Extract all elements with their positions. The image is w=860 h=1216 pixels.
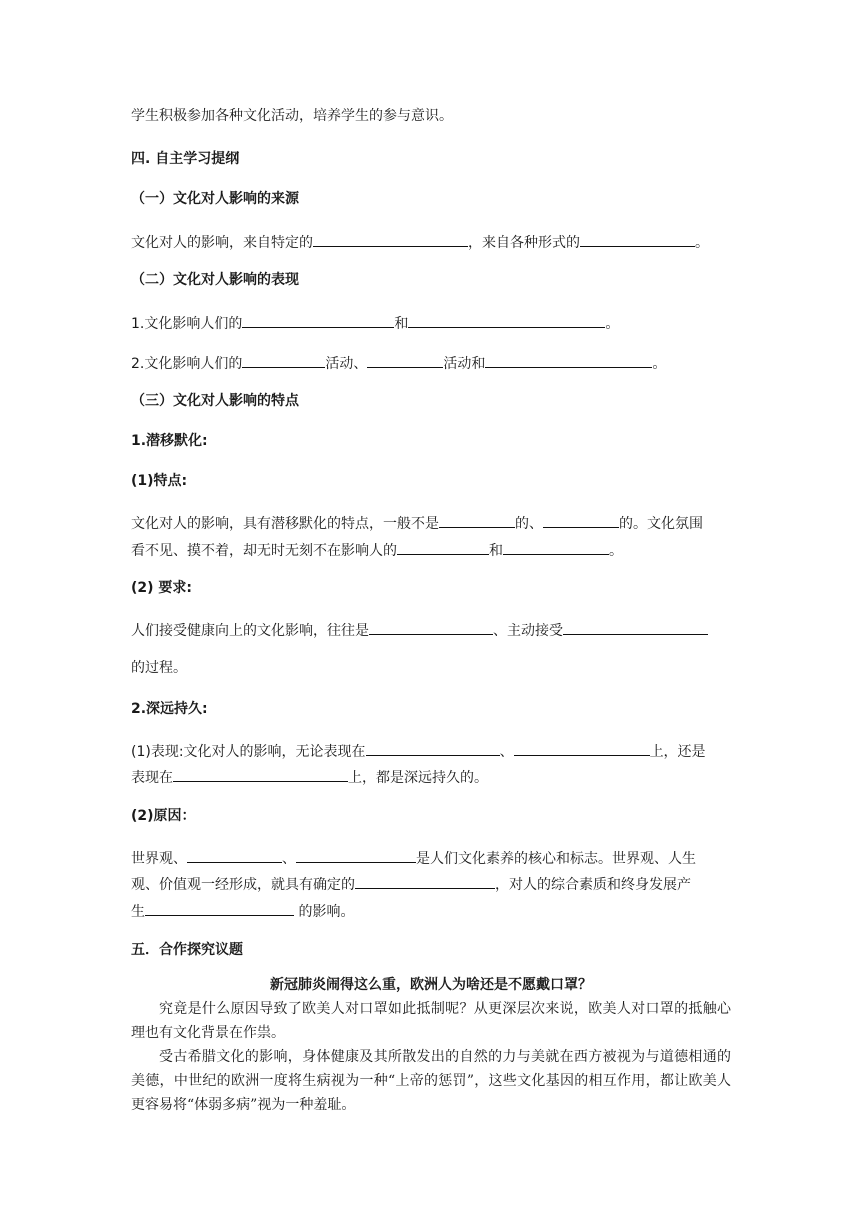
fill-line-requirement-1: 人们接受健康向上的文化影响，往往是 、主动接受 xyxy=(131,618,731,641)
subsection-3-heading: （三）文化对人影响的特点 xyxy=(131,393,299,409)
answer-blank[interactable] xyxy=(355,872,495,889)
fill-line-reason-1: 世界观、 、 是人们文化素养的核心和标志。世界观、人生 xyxy=(131,846,731,869)
answer-blank[interactable] xyxy=(397,538,489,555)
fill-line-expression-2: 2.文化影响人们的 活动、 活动和 。 xyxy=(131,351,731,374)
fill-line-expression-1: 1.文化影响人们的 和 。 xyxy=(131,311,731,334)
article-paragraph-2: 受古希腊文化的影响，身体健康及其所散发出的自然的力与美就在西方被视为与道德相通的美德，中世纪的欧洲一度将生病视为一种“上帝的惩罚”，这些文化基因的相互作用，都让欧美人更容易将“体弱多病”视为一种羞耻。 xyxy=(131,1049,731,1113)
answer-blank[interactable] xyxy=(439,511,515,528)
point-2-reason-label: (2)原因： xyxy=(131,808,196,824)
intro-text: 学生积极参加各种文化活动，培养学生的参与意识。 xyxy=(131,108,453,124)
answer-blank[interactable] xyxy=(514,739,650,756)
answer-blank[interactable] xyxy=(242,351,325,368)
answer-blank[interactable] xyxy=(408,311,605,328)
point-1-heading: 1.潜移默化: xyxy=(131,433,208,449)
fill-line-source: 文化对人的影响，来自特定的 ，来自各种形式的 。 xyxy=(131,230,731,253)
answer-blank[interactable] xyxy=(580,230,695,247)
answer-blank[interactable] xyxy=(145,899,294,916)
answer-blank[interactable] xyxy=(485,351,652,368)
answer-blank[interactable] xyxy=(242,311,394,328)
fill-line-reason-3: 生 的影响。 xyxy=(131,899,731,922)
point-1-feature-label: (1)特点: xyxy=(131,473,188,489)
article-paragraph-1: 究竟是什么原因导致了欧美人对口罩如此抵制呢？从更深层次来说，欧美人对口罩的抵触心理也有文化背景在作祟。 xyxy=(131,1001,731,1041)
point-1-requirement-label: (2) 要求: xyxy=(131,580,193,596)
subsection-1-heading: （一）文化对人影响的来源 xyxy=(131,191,299,207)
point-2-heading: 2.深远持久: xyxy=(131,701,208,717)
fill-line-feature-1: 文化对人的影响，具有潜移默化的特点，一般不是 的、 的。文化氛围 xyxy=(131,511,731,534)
fill-line-reason-2: 观、价值观一经形成，就具有确定的 ，对人的综合素质和终身发展产 xyxy=(131,872,731,895)
requirement-line-2: 的过程。 xyxy=(131,660,187,676)
fill-line-effect-1: (1)表现:文化对人的影响，无论表现在 、 上，还是 xyxy=(131,739,731,762)
answer-blank[interactable] xyxy=(187,846,282,863)
answer-blank[interactable] xyxy=(503,538,609,555)
answer-blank[interactable] xyxy=(367,351,443,368)
subsection-2-heading: （二）文化对人影响的表现 xyxy=(131,272,299,288)
section-4-heading: 四. 自主学习提纲 xyxy=(131,151,240,167)
section-5-heading: 五．合作探究议题 xyxy=(131,942,243,958)
answer-blank[interactable] xyxy=(173,765,348,782)
answer-blank[interactable] xyxy=(366,739,500,756)
fill-line-effect-2: 表现在 上，都是深远持久的。 xyxy=(131,765,731,788)
answer-blank[interactable] xyxy=(543,511,619,528)
answer-blank[interactable] xyxy=(313,230,468,247)
fill-line-feature-2: 看不见、摸不着，却无时无刻不在影响人的 和 。 xyxy=(131,538,731,561)
answer-blank[interactable] xyxy=(369,618,493,635)
answer-blank[interactable] xyxy=(563,618,708,635)
article-title: 新冠肺炎闹得这么重，欧洲人为啥还是不愿戴口罩？ xyxy=(270,977,592,993)
answer-blank[interactable] xyxy=(296,846,416,863)
